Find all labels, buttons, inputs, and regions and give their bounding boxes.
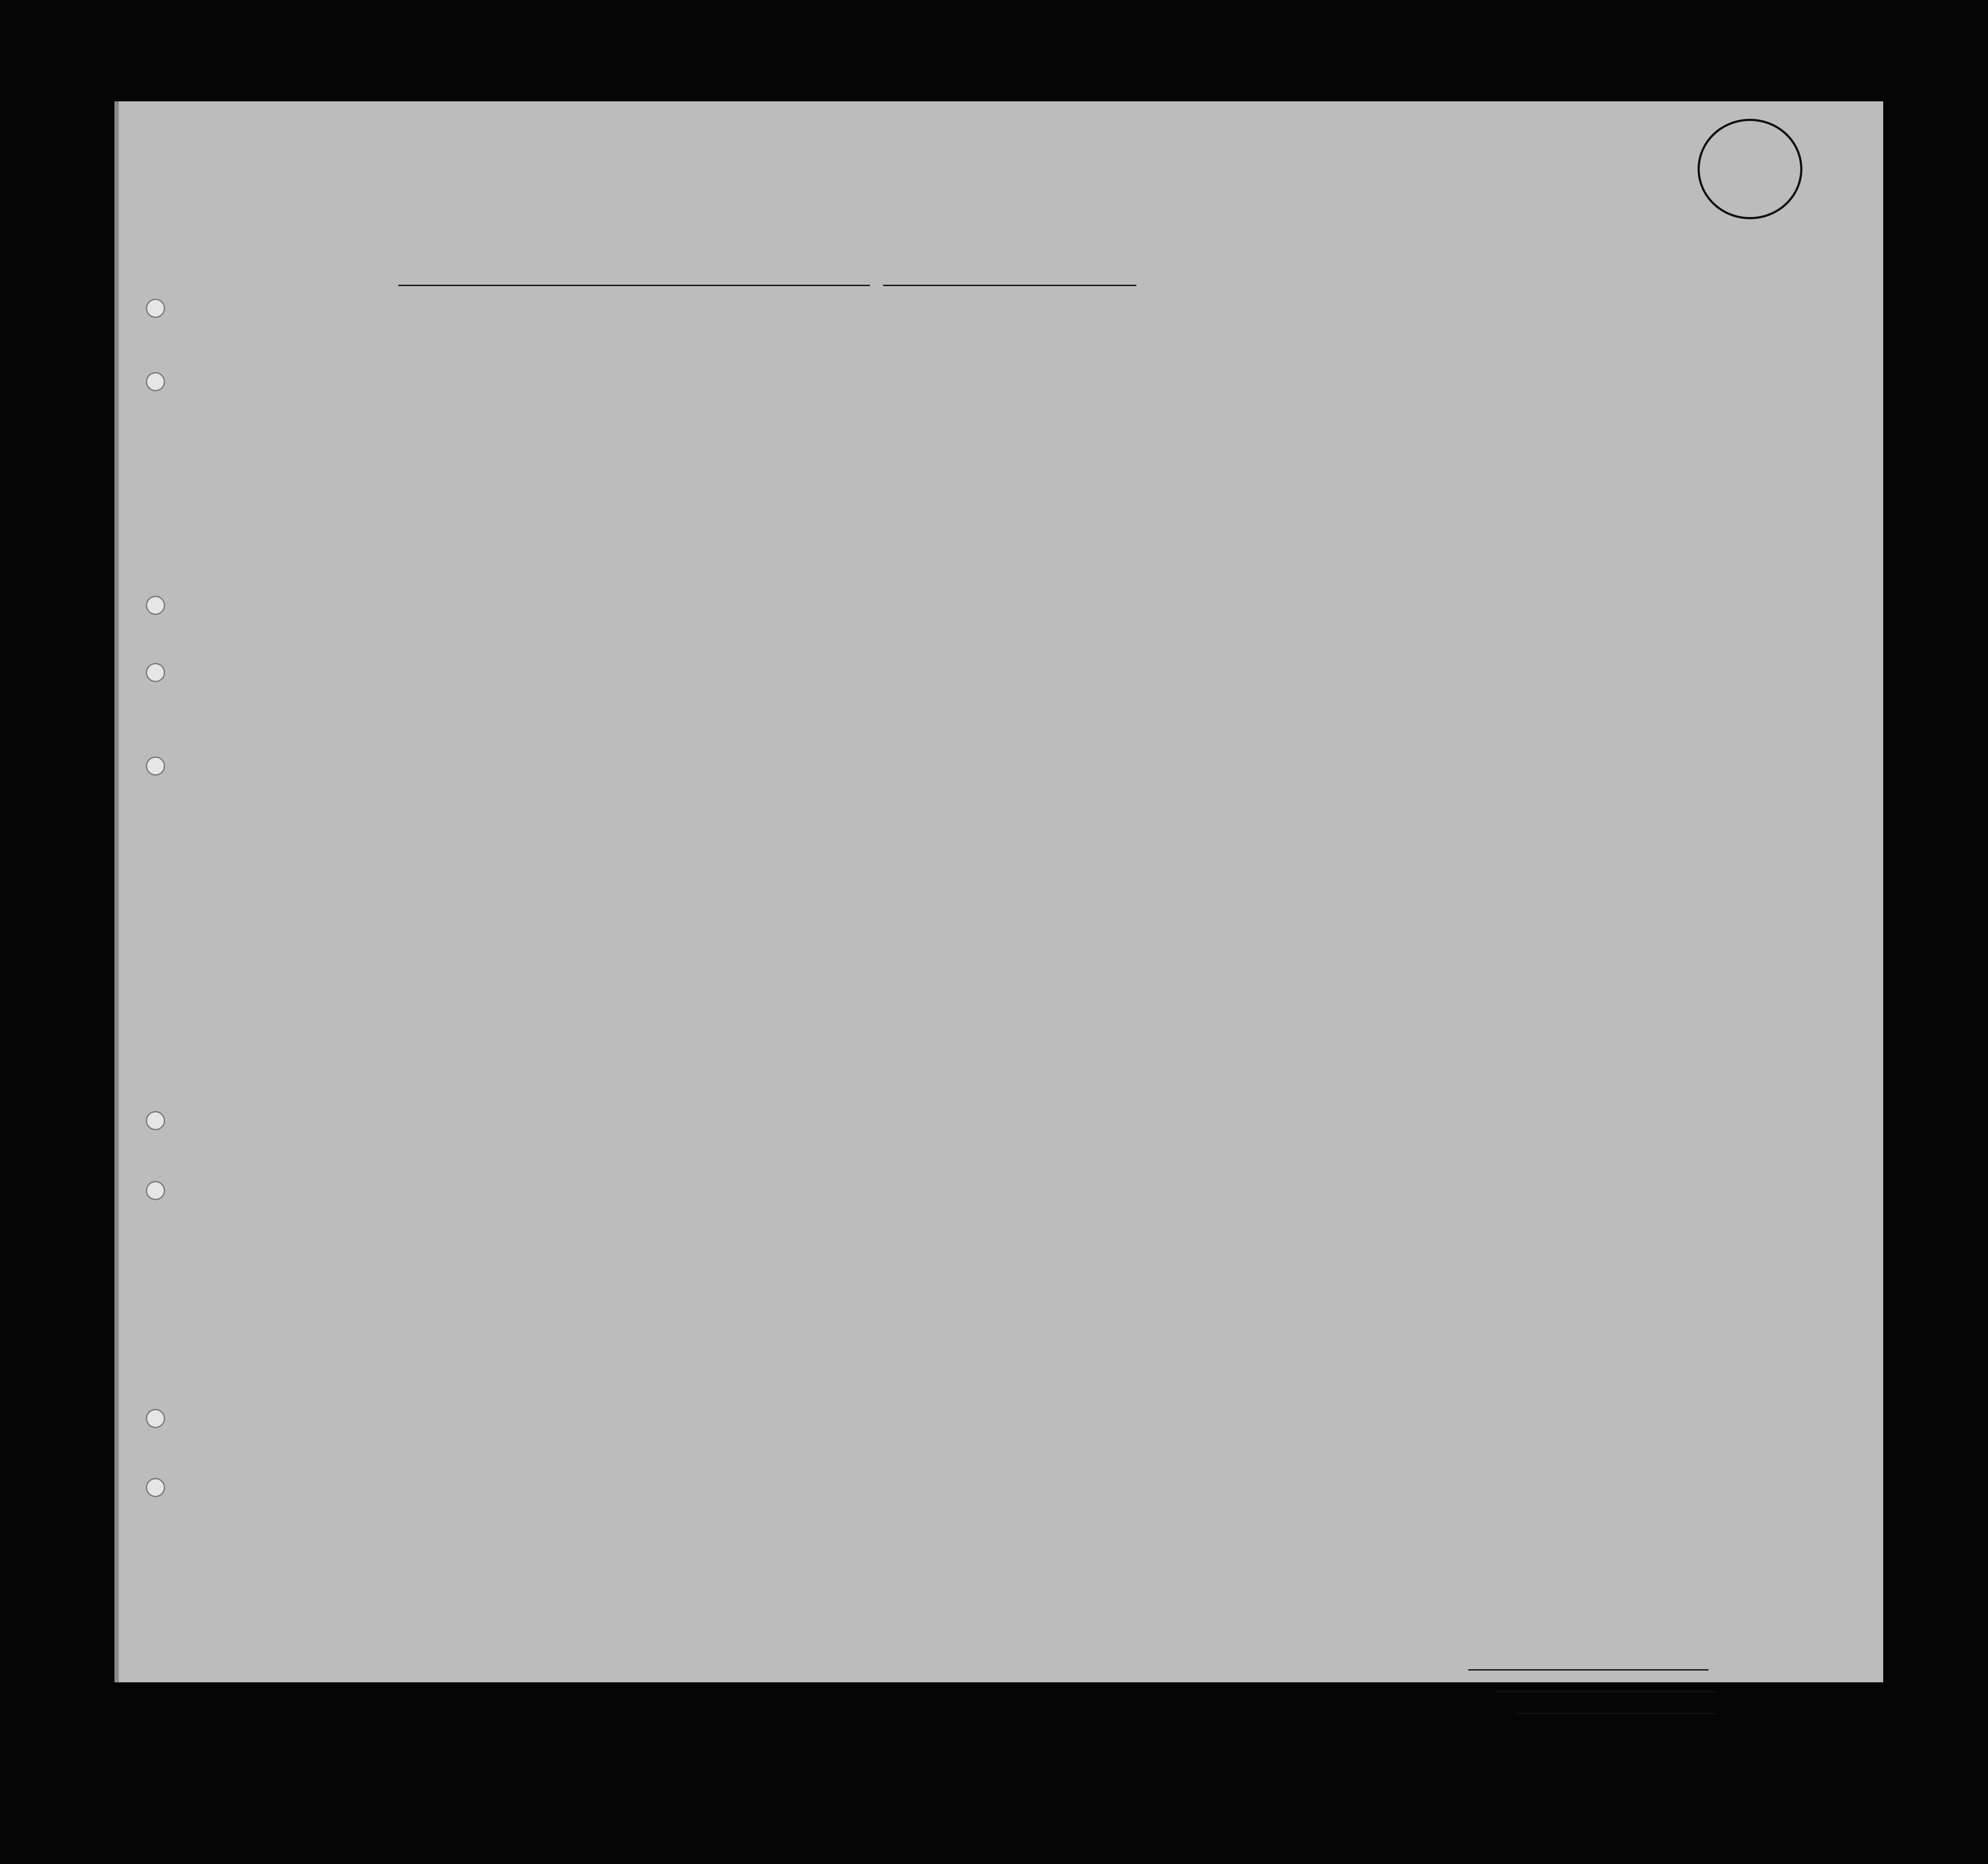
header-feet [1560, 433, 1573, 486]
header-purpose-c [1205, 381, 1232, 529]
header-col25 [1246, 346, 1272, 521]
header-col30 [1403, 346, 1422, 521]
agents-value [1516, 1713, 1717, 1714]
owners-value [1494, 1691, 1717, 1692]
header-col29 [1372, 346, 1398, 521]
line-value [1468, 1669, 1708, 1671]
manifest-grid [119, 101, 1888, 1682]
header-inches [1583, 433, 1596, 486]
header-purpose-a [1143, 381, 1173, 529]
header-col26 [1278, 346, 1296, 521]
header-col31 [1427, 346, 1446, 521]
header-col28 [1326, 346, 1366, 521]
header-ticket [604, 350, 630, 512]
header-possession-50 [717, 350, 735, 512]
header-purpose-b [1177, 381, 1203, 529]
manifest-sheet [114, 101, 1883, 1682]
header-col27 [1302, 346, 1320, 521]
